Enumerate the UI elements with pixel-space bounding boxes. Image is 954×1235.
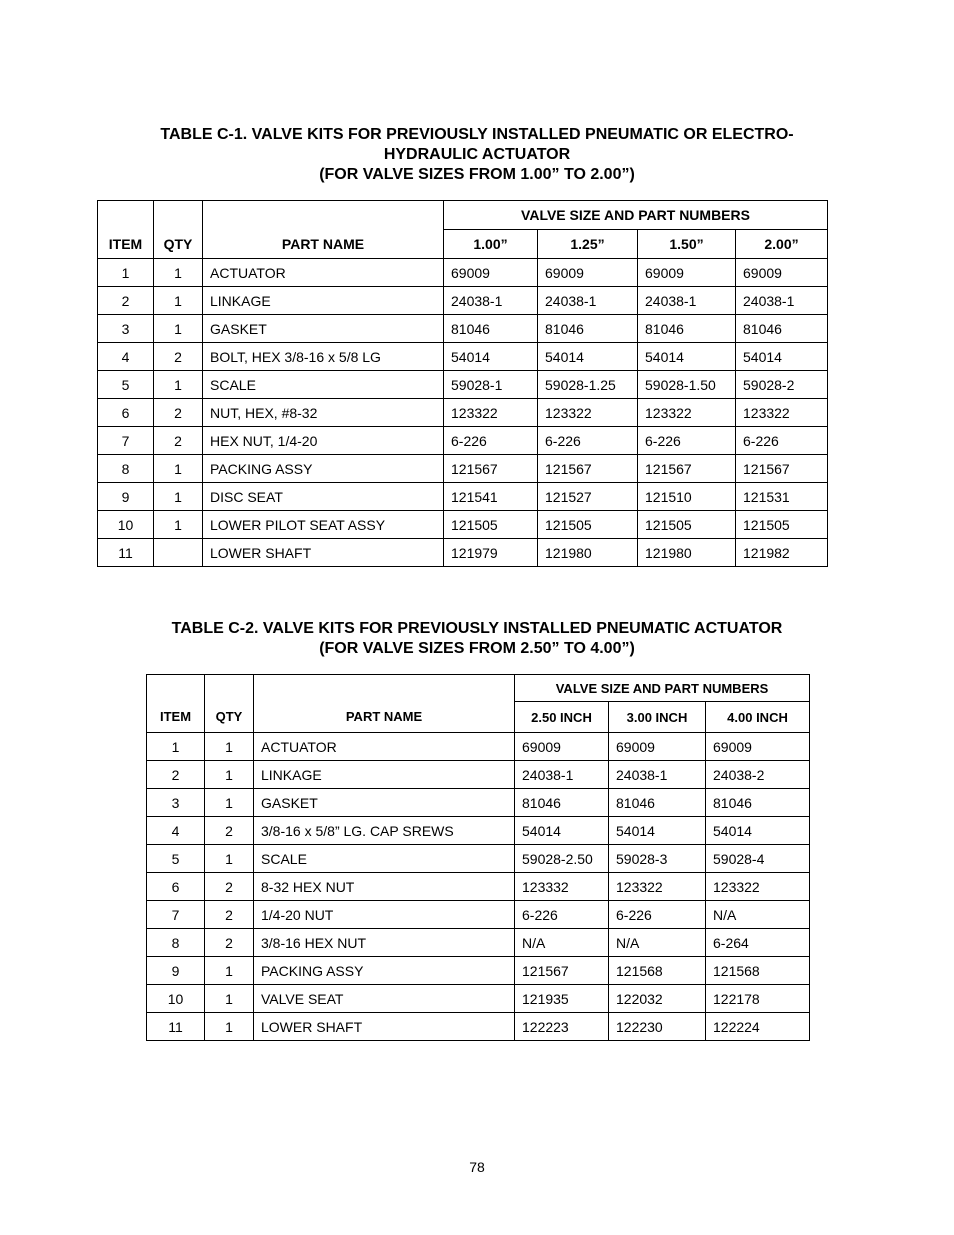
table-row [98,287,828,315]
table-c1 [97,200,828,567]
table-row [98,427,828,455]
qty-cell [154,539,203,567]
table-c1-body [98,259,828,567]
table-c2-title [0,619,954,659]
qty-cell: 2 [154,399,203,427]
table-c2-body [147,733,810,1041]
part-number-cell: 121935 [515,985,609,1013]
part-number-cell: 6-226 [736,427,828,455]
part-number-cell: 54014 [515,817,609,845]
item-cell: 5 [98,371,154,399]
column-header-size: 1.00” [444,230,538,259]
table-row [147,733,810,761]
table-row [98,511,828,539]
item-cell: 10 [147,985,205,1013]
item-cell: 5 [147,845,205,873]
column-header-item: ITEM [98,230,154,259]
part-name-cell: SCALE [203,371,444,399]
part-number-cell: 121568 [706,957,810,985]
table-row [147,957,810,985]
column-header-size: 3.00 INCH [609,702,706,733]
blank-header-cell [98,201,154,230]
item-cell: 10 [98,511,154,539]
part-number-cell: 122178 [706,985,810,1013]
part-number-cell: 123322 [736,399,828,427]
qty-cell: 2 [205,817,254,845]
part-number-cell: 59028-1 [444,371,538,399]
part-number-cell: 121568 [609,957,706,985]
qty-cell: 2 [205,929,254,957]
blank-header-cell [254,675,515,702]
item-cell: 7 [147,901,205,929]
part-number-cell: 121982 [736,539,828,567]
part-number-cell: 81046 [444,315,538,343]
table-row [147,761,810,789]
table-row [147,817,810,845]
item-cell: 6 [147,873,205,901]
part-name-cell: LINKAGE [254,761,515,789]
item-cell: 1 [147,733,205,761]
qty-cell: 1 [205,733,254,761]
part-number-cell: 121505 [444,511,538,539]
item-cell: 2 [147,761,205,789]
item-cell: 7 [98,427,154,455]
part-number-cell: 59028-4 [706,845,810,873]
part-number-cell: 81046 [515,789,609,817]
qty-cell: 1 [205,957,254,985]
item-cell: 9 [147,957,205,985]
column-header-part-name: PART NAME [203,230,444,259]
part-name-cell: DISC SEAT [203,483,444,511]
qty-cell: 2 [154,427,203,455]
part-number-cell: 81046 [706,789,810,817]
item-cell: 3 [147,789,205,817]
part-name-cell: LOWER SHAFT [254,1013,515,1041]
part-name-cell: ACTUATOR [203,259,444,287]
table-row [98,315,828,343]
part-number-cell: 123322 [538,399,638,427]
qty-cell: 2 [154,343,203,371]
part-number-cell: 122230 [609,1013,706,1041]
qty-cell: 1 [154,455,203,483]
part-name-cell: NUT, HEX, #8-32 [203,399,444,427]
item-cell: 11 [98,539,154,567]
column-header-size: 1.25” [538,230,638,259]
table-row [147,873,810,901]
column-header-size: 4.00 INCH [706,702,810,733]
column-header-size: 2.50 INCH [515,702,609,733]
item-cell: 4 [98,343,154,371]
item-cell: 4 [147,817,205,845]
part-number-cell: N/A [515,929,609,957]
table-c1-title-line: TABLE C-1. VALVE KITS FOR PREVIOUSLY INSTALLED PNEUMATIC OR ELECTRO- [160,126,794,143]
part-name-cell: SCALE [254,845,515,873]
part-number-cell: 121527 [538,483,638,511]
part-name-cell: 8-32 HEX NUT [254,873,515,901]
part-number-cell: 69009 [638,259,736,287]
part-number-cell: 54014 [706,817,810,845]
part-name-cell: HEX NUT, 1/4-20 [203,427,444,455]
table-c1-title [0,125,954,185]
part-number-cell: 59028-2 [736,371,828,399]
part-number-cell: 24038-1 [444,287,538,315]
part-number-cell: 6-226 [444,427,538,455]
part-name-cell: 3/8-16 x 5/8” LG. CAP SREWS [254,817,515,845]
part-number-cell: 69009 [515,733,609,761]
page-number: 78 [469,1159,485,1175]
part-number-cell: 69009 [444,259,538,287]
part-number-cell: 69009 [538,259,638,287]
part-name-cell: GASKET [203,315,444,343]
part-number-cell: 81046 [609,789,706,817]
part-number-cell: 121505 [538,511,638,539]
part-name-cell: LOWER PILOT SEAT ASSY [203,511,444,539]
part-number-cell: 121510 [638,483,736,511]
qty-cell: 2 [205,901,254,929]
part-number-cell: 24038-1 [736,287,828,315]
blank-header-cell [147,675,205,702]
part-number-cell: 6-226 [538,427,638,455]
part-number-cell: 69009 [736,259,828,287]
part-number-cell: 69009 [706,733,810,761]
item-cell: 6 [98,399,154,427]
qty-cell: 1 [154,483,203,511]
item-cell: 9 [98,483,154,511]
qty-cell: 2 [205,873,254,901]
item-cell: 11 [147,1013,205,1041]
blank-header-cell [203,201,444,230]
table-c1-title-line: (FOR VALVE SIZES FROM 1.00” TO 2.00”) [319,166,635,183]
part-name-cell: LOWER SHAFT [203,539,444,567]
part-number-cell: 81046 [736,315,828,343]
column-header-item: ITEM [147,702,205,733]
part-number-cell: 24038-1 [609,761,706,789]
part-number-cell: 6-264 [706,929,810,957]
qty-cell: 1 [205,845,254,873]
part-number-cell: 59028-3 [609,845,706,873]
part-name-cell: BOLT, HEX 3/8-16 x 5/8 LG [203,343,444,371]
part-name-cell: ACTUATOR [254,733,515,761]
part-number-cell: 121979 [444,539,538,567]
qty-cell: 1 [154,511,203,539]
part-number-cell: 81046 [538,315,638,343]
qty-cell: 1 [154,287,203,315]
part-number-cell: 122223 [515,1013,609,1041]
table-c2 [146,674,810,1041]
column-header-qty: QTY [205,702,254,733]
part-name-cell: LINKAGE [203,287,444,315]
part-number-cell: 24038-2 [706,761,810,789]
part-number-cell: 54014 [609,817,706,845]
table-row [98,455,828,483]
table-row [147,1013,810,1041]
table-row [98,399,828,427]
part-number-cell: 121531 [736,483,828,511]
table-row [98,343,828,371]
part-number-cell: 24038-1 [515,761,609,789]
qty-cell: 1 [205,761,254,789]
part-number-cell: 54014 [444,343,538,371]
table-row [147,929,810,957]
part-number-cell: 59028-1.25 [538,371,638,399]
part-number-cell: 121505 [736,511,828,539]
table-row [147,789,810,817]
part-number-cell: 121567 [515,957,609,985]
part-number-cell: 123322 [444,399,538,427]
table-row [98,371,828,399]
part-name-cell: 1/4-20 NUT [254,901,515,929]
part-number-cell: 6-226 [515,901,609,929]
part-number-cell: 121541 [444,483,538,511]
table-row [147,985,810,1013]
qty-cell: 1 [154,259,203,287]
table-row [98,539,828,567]
part-number-cell: 69009 [609,733,706,761]
qty-cell: 1 [154,315,203,343]
blank-header-cell [205,675,254,702]
part-number-cell: 121980 [638,539,736,567]
part-number-cell: 123322 [609,873,706,901]
part-number-cell: 123322 [706,873,810,901]
part-number-cell: N/A [706,901,810,929]
part-name-cell: PACKING ASSY [203,455,444,483]
part-number-cell: 81046 [638,315,736,343]
table-row [147,901,810,929]
part-number-cell: 6-226 [609,901,706,929]
part-number-cell: 122224 [706,1013,810,1041]
column-header-size: 2.00” [736,230,828,259]
qty-cell: 1 [154,371,203,399]
table-row [98,259,828,287]
part-name-cell: VALVE SEAT [254,985,515,1013]
group-header: VALVE SIZE AND PART NUMBERS [515,675,810,702]
part-number-cell: 59028-1.50 [638,371,736,399]
table-row [147,845,810,873]
part-name-cell: 3/8-16 HEX NUT [254,929,515,957]
part-number-cell: N/A [609,929,706,957]
qty-cell: 1 [205,1013,254,1041]
column-header-qty: QTY [154,230,203,259]
part-number-cell: 121567 [538,455,638,483]
item-cell: 2 [98,287,154,315]
part-name-cell: GASKET [254,789,515,817]
table-c1-title-line: HYDRAULIC ACTUATOR [383,146,571,163]
item-cell: 8 [98,455,154,483]
part-number-cell: 121567 [444,455,538,483]
part-number-cell: 24038-1 [638,287,736,315]
part-name-cell: PACKING ASSY [254,957,515,985]
table-c2-title-line: (FOR VALVE SIZES FROM 2.50” TO 4.00”) [319,640,635,657]
part-number-cell: 24038-1 [538,287,638,315]
blank-header-cell [154,201,203,230]
qty-cell: 1 [205,789,254,817]
column-header-part-name: PART NAME [254,702,515,733]
part-number-cell: 54014 [736,343,828,371]
part-number-cell: 123322 [638,399,736,427]
column-header-size: 1.50” [638,230,736,259]
table-c2-title-line: TABLE C-2. VALVE KITS FOR PREVIOUSLY INSTALLED PNEUMATIC ACTUATOR [171,620,783,637]
part-number-cell: 121567 [638,455,736,483]
item-cell: 1 [98,259,154,287]
item-cell: 3 [98,315,154,343]
part-number-cell: 121980 [538,539,638,567]
part-number-cell: 6-226 [638,427,736,455]
part-number-cell: 122032 [609,985,706,1013]
group-header: VALVE SIZE AND PART NUMBERS [444,201,828,230]
part-number-cell: 54014 [538,343,638,371]
part-number-cell: 121567 [736,455,828,483]
part-number-cell: 121505 [638,511,736,539]
part-number-cell: 59028-2.50 [515,845,609,873]
table-row [98,483,828,511]
qty-cell: 1 [205,985,254,1013]
item-cell: 8 [147,929,205,957]
part-number-cell: 54014 [638,343,736,371]
part-number-cell: 123332 [515,873,609,901]
